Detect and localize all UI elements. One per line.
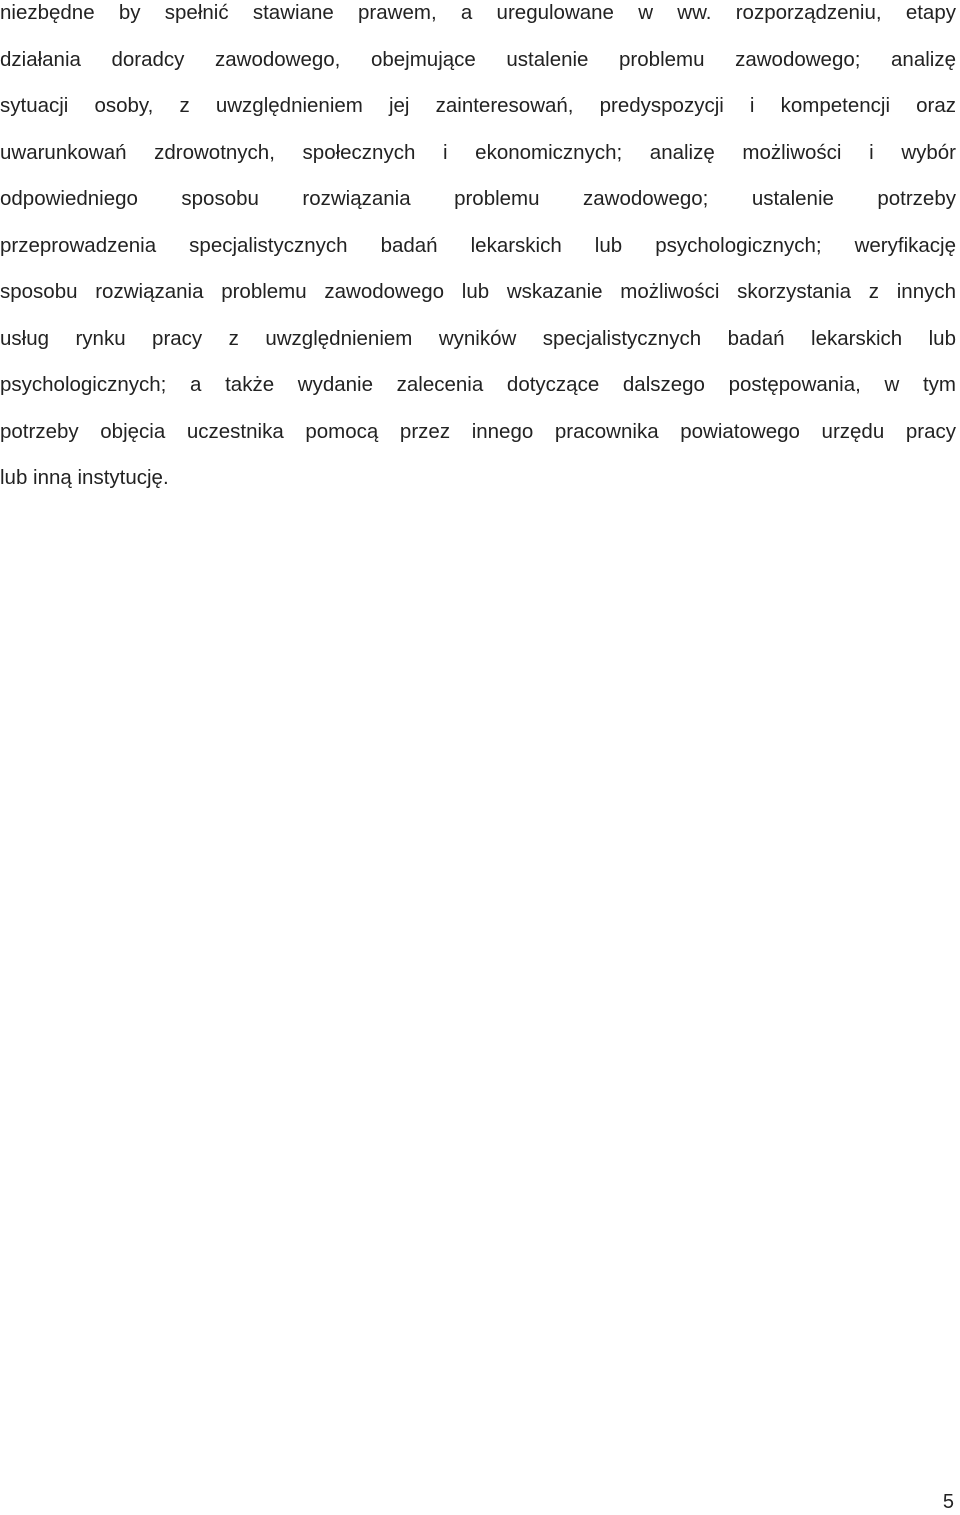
paragraph-line: potrzeby objęcia uczestnika pomocą przez innego pracownika powiatowego urzędu pracy (0, 419, 956, 443)
paragraph-line: usług rynku pracy z uwzględnieniem wyników specjalistycznych badań lekarskich lub (0, 326, 956, 350)
body-paragraph (0, 0, 956, 502)
paragraph-line: działania doradcy zawodowego, obejmujące ustalenie problemu zawodowego; analizę (0, 47, 956, 71)
paragraph-line: sytuacji osoby, z uwzględnieniem jej zainteresowań, predyspozycji i kompetencji oraz (0, 94, 956, 117)
page-number: 5 (942, 1491, 954, 1513)
paragraph-line: psychologicznych; a także wydanie zalecenia dotyczące dalszego postępowania, w tym (0, 373, 956, 396)
paragraph-line-last: lub inną instytucję. (0, 466, 169, 489)
paragraph-line: przeprowadzenia specjalistycznych badań lekarskich lub psychologicznych; weryfikację (0, 233, 956, 257)
paragraph-line: uwarunkowań zdrowotnych, społecznych i ekonomicznych; analizę możliwości i wybór (0, 140, 956, 164)
paragraph-line: sposobu rozwiązania problemu zawodowego lub wskazanie możliwości skorzystania z innych (0, 280, 956, 303)
paragraph-line: niezbędne by spełnić stawiane prawem, a uregulowane w ww. rozporządzeniu, etapy (0, 1, 956, 24)
paragraph-line: odpowiedniego sposobu rozwiązania problemu zawodowego; ustalenie potrzeby (0, 187, 956, 210)
